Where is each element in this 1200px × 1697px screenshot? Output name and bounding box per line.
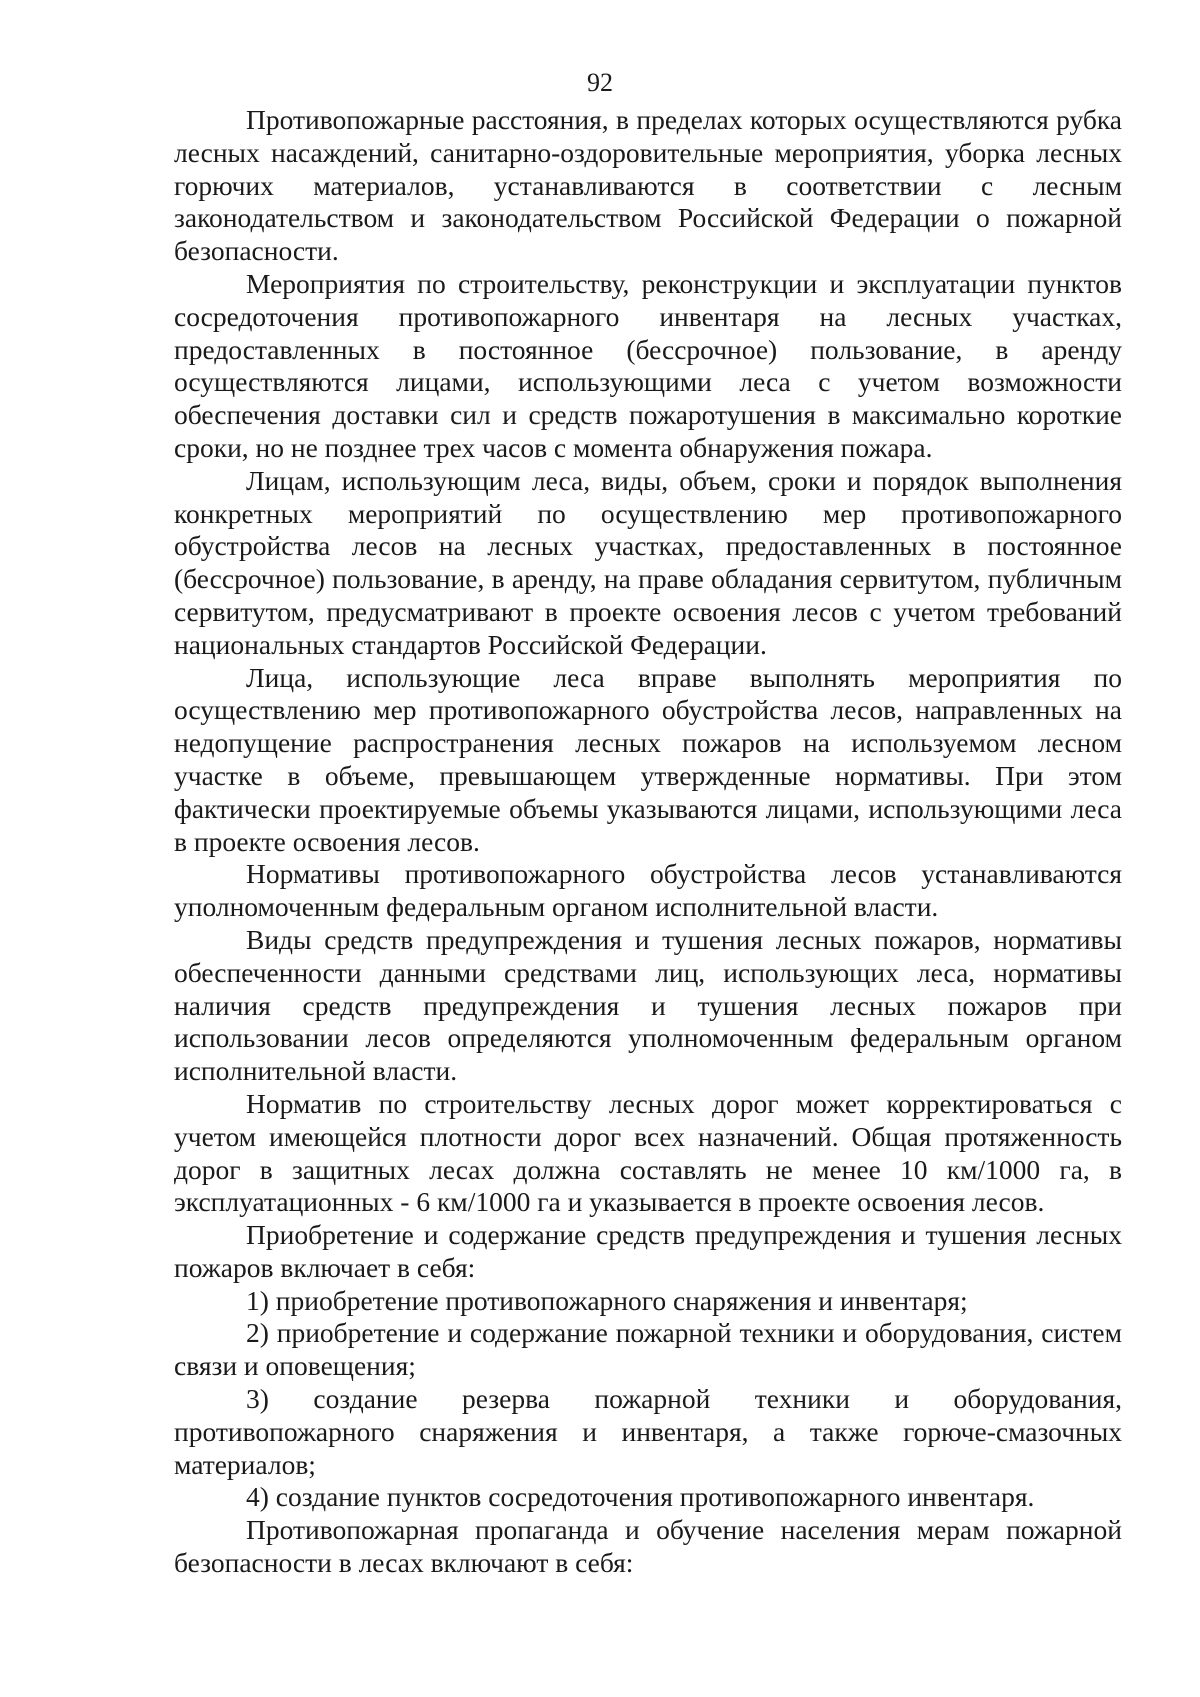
paragraph-forest-users-measures: Лицам, использующим леса, виды, объем, сроки и порядок выполнения конкретных мероприятий по осуществлению мер противопожарного обустройства лесов на лесных участках, предоставленных в постоянное (бессрочное) пользование, в аренду, на праве обладания сервитутом, публичным сервитутом, предусматривают в проекте освоения лесов с учетом требований национальных стандартов Российской Федерации.	[174, 464, 1122, 660]
paragraph-propaganda: Противопожарная пропаганда и обучение населения мерам пожарной безопасности в лесах включают в себя:	[174, 1514, 1122, 1579]
page-number: 92	[587, 68, 613, 97]
paragraph-standards: Нормативы противопожарного обустройства лесов устанавливаются уполномоченным федеральным органом исполнительной власти.	[174, 858, 1122, 923]
list-item-4: 4) создание пунктов сосредоточения противопожарного инвентаря.	[246, 1481, 1035, 1513]
list-item-1: 1) приобретение противопожарного снаряжения и инвентаря;	[246, 1284, 968, 1316]
body-text	[174, 104, 1122, 1580]
paragraph-inventory-points: Мероприятия по строительству, реконструкции и эксплуатации пунктов сосредоточения противопожарного инвентаря на лесных участках, предоставленных в постоянное (бессрочное) пользование, в аренду осуществляются лицами, использующими леса с учетом возможности обеспечения доставки сил и средств пожаротушения в максимально короткие сроки, но не позднее трех часов с момента обнаружения пожара.	[174, 267, 1122, 463]
paragraph-acquisition-intro: Приобретение и содержание средств предупреждения и тушения лесных пожаров включает в себя:	[174, 1219, 1122, 1283]
paragraph-additional-measures: Лица, использующие леса вправе выполнять мероприятия по осуществлению мер противопожарного обустройства лесов, направленных на недопущение распространения лесных пожаров на используемом лесном участке в объеме, превышающем утвержденные нормативы. При этом фактически проектируемые объемы указываются лицами, использующими леса в проекте освоения лесов.	[174, 661, 1122, 857]
paragraph-fire-distances: Противопожарные расстояния, в пределах которых осуществляются рубка лесных насаждений, санитарно-оздоровительные мероприятия, уборка лесных горючих материалов, устанавливаются в соответствии с лесным законодательством и законодательством Российской Федерации о пожарной безопасности.	[174, 104, 1122, 267]
paragraph-road-standard: Норматив по строительству лесных дорог может корректироваться с учетом имеющейся плотности дорог всех назначений. Общая протяженность дорог в защитных лесах должна составлять не менее 10 км/1000 га, в эксплуатационных - 6 км/1000 га и указывается в проекте освоения лесов.	[174, 1087, 1122, 1218]
paragraph-means-types: Виды средств предупреждения и тушения лесных пожаров, нормативы обеспеченности данными средствами лиц, использующих леса, нормативы наличия средств предупреждения и тушения лесных пожаров при использовании лесов определяются уполномоченным федеральным органом исполнительной власти.	[174, 923, 1122, 1087]
list-item-2: 2) приобретение и содержание пожарной техники и оборудования, систем связи и оповещения;	[174, 1317, 1122, 1382]
list-item-3: 3) создание резерва пожарной техники и оборудования, противопожарного снаряжения и инвентаря, а также горюче-смазочных материалов;	[174, 1383, 1122, 1480]
